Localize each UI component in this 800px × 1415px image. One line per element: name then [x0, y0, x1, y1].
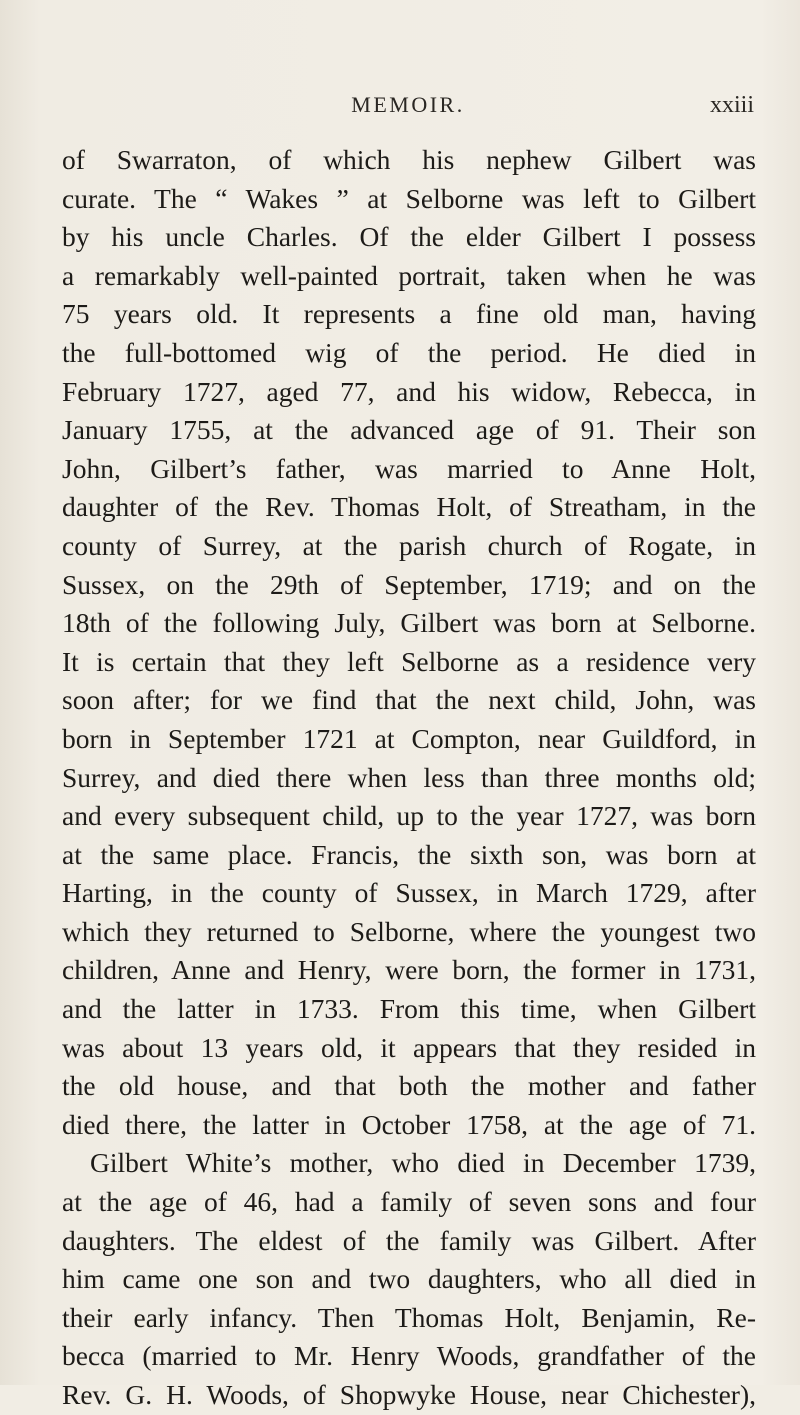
text-line: Sussex, on the 29th of September, 1719; and on the	[62, 568, 756, 600]
text-line: of Swarraton, of which his nephew Gilbert was	[62, 144, 756, 175]
text-line: daughters. The eldest of the family was Gilbert. After	[62, 1224, 756, 1256]
text-line: him came one son and two daughters, who all died in	[62, 1263, 756, 1295]
text-line: It is certain that they left Selborne as a residence very	[62, 645, 756, 677]
text-line: died there, the latter in October 1758, at the age of 71.	[62, 1108, 756, 1140]
text-line: Rev. G. H. Woods, of Shopwyke House, near Chichester),	[62, 1379, 756, 1410]
body-text	[62, 141, 756, 1415]
text-line-paragraph-start: Gilbert White’s mother, who died in December 1739,	[90, 1147, 756, 1179]
text-line: their early infancy. Then Thomas Holt, Benjamin, Re-	[62, 1301, 756, 1333]
text-line: Surrey, and died there when less than three months old;	[62, 761, 756, 793]
text-line: at the same place. Francis, the sixth son, was born at	[62, 838, 756, 870]
text-line: daughter of the Rev. Thomas Holt, of Streatham, in the	[62, 491, 756, 523]
text-line: the old house, and that both the mother and father	[62, 1070, 756, 1102]
text-line: curate. The “ Wakes ” at Selborne was left to Gilbert	[62, 182, 756, 214]
text-line: February 1727, aged 77, and his widow, Rebecca, in	[62, 375, 756, 407]
text-line: county of Surrey, at the parish church of Rogate, in	[62, 529, 756, 561]
text-line: becca (married to Mr. Henry Woods, grandfather of the	[62, 1340, 756, 1372]
text-line: John, Gilbert’s father, was married to Anne Holt,	[62, 452, 756, 484]
text-line: Harting, in the county of Sussex, in March 1729, after	[62, 877, 756, 909]
running-head	[62, 92, 754, 122]
running-title: MEMOIR.	[351, 92, 465, 117]
text-line: which they returned to Selborne, where the youngest two	[62, 915, 756, 947]
text-line: at the age of 46, had a family of seven sons and four	[62, 1186, 756, 1218]
text-line: children, Anne and Henry, were born, the former in 1731,	[62, 954, 756, 986]
text-line: born in September 1721 at Compton, near Guildford, in	[62, 722, 756, 754]
page-number: xxiii	[709, 92, 754, 118]
text-line: the full-bottomed wig of the period. He died in	[62, 336, 756, 368]
text-line: January 1755, at the advanced age of 91. Their son	[62, 414, 756, 446]
text-line: by his uncle Charles. Of the elder Gilbert I possess	[62, 221, 756, 253]
text-line: soon after; for we find that the next child, John, was	[62, 684, 756, 716]
text-line: a remarkably well-painted portrait, taken when he was	[62, 259, 756, 291]
text-line: 18th of the following July, Gilbert was born at Selborne.	[62, 607, 756, 639]
text-line: and every subsequent child, up to the year 1727, was born	[62, 800, 756, 832]
text-line: 75 years old. It represents a fine old man, having	[62, 298, 756, 330]
text-line: and the latter in 1733. From this time, when Gilbert	[62, 993, 756, 1025]
text-line: was about 13 years old, it appears that they resided in	[62, 1031, 756, 1063]
